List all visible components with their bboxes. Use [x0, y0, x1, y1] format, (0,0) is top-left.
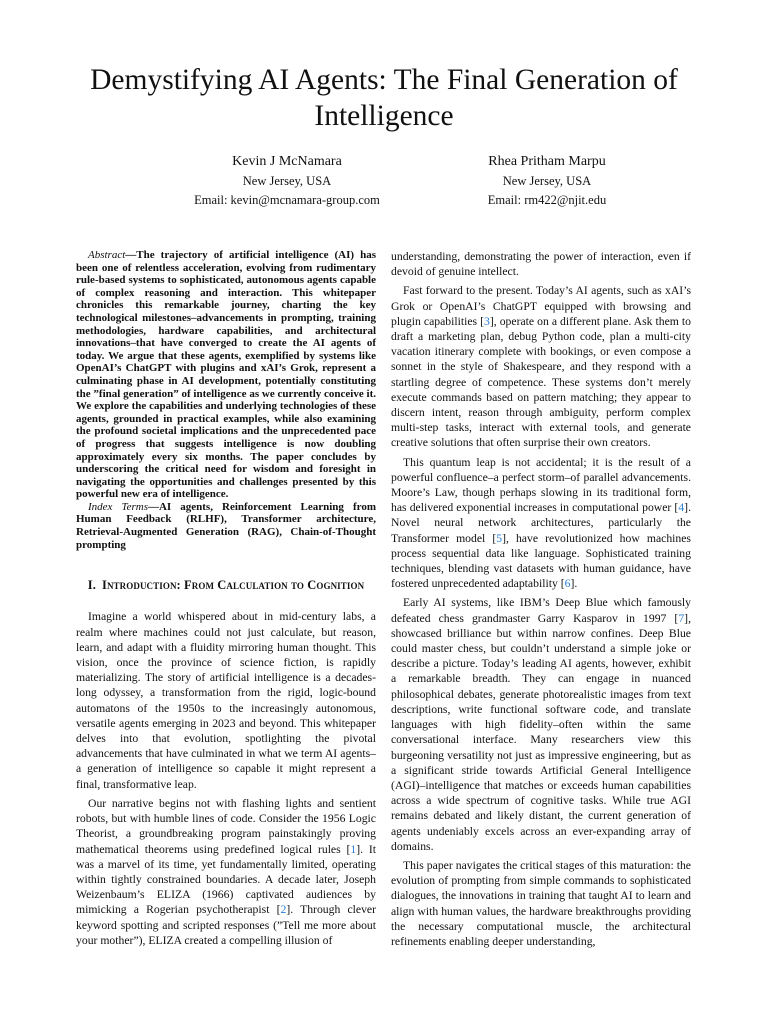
left-column [76, 249, 376, 948]
early-systems-paragraph [391, 595, 691, 853]
abstract-lead: Abstract [88, 249, 126, 261]
citation-link[interactable]: 2 [280, 903, 287, 917]
author-name: Rhea Pritham Marpu [488, 154, 606, 169]
section-heading [76, 578, 376, 593]
section-number: I. [87, 578, 96, 593]
confluence-paragraph [391, 455, 691, 592]
author-location: New Jersey, USA [242, 174, 332, 188]
citation-link[interactable]: 5 [496, 531, 503, 545]
roadmap-paragraph: This paper navigates the critical stages of this maturation: the evolution of prompting from simple commands to sophisticated dialogues, the innovations in training that taught AI to learn and align with human values, the hardware breakthroughs providing the necessary computational muscle, the architectural refinements enabling deeper understanding, [391, 858, 691, 948]
text-span: Fast forward to the present. Today’s AI agents, such as xAI’s Grok or OpenAI’s ChatGPT equipped with browsing and plugin capabilities [ [391, 284, 691, 328]
present-paragraph [391, 283, 691, 450]
text-span: ], have revolutionized how machines process sequential data like language. Sophisticated training techniques, blending vast datasets with human guidance, have fostered unprecedented adaptability [ [391, 531, 691, 591]
index-terms-lead: Index Terms [88, 500, 148, 513]
continued-paragraph: understanding, demonstrating the power of interaction, even if devoid of genuine intellect. [391, 250, 691, 279]
citation-link[interactable]: 7 [678, 611, 685, 625]
abstract [76, 249, 376, 501]
author-block-2 [407, 152, 687, 210]
title-line-1: Demystifying AI Agents: The Final Generation of [90, 64, 678, 96]
author-name: Kevin J McNamara [232, 154, 342, 169]
right-column [391, 249, 691, 949]
text-span: Early AI systems, like IBM’s Deep Blue which famously defeated chess grandmaster Garry Kasparov in 1997 [ [391, 596, 691, 625]
title-line-2: Intelligence [314, 100, 454, 132]
citation-link[interactable]: 4 [678, 501, 685, 515]
paper-title [40, 62, 728, 134]
section-title: Introduction: From Calculation to Cognition [101, 578, 365, 593]
text-span: ]. It was a marvel of its time, yet fundamentally limited, operating within tightly constrained boundaries. A decade later, Joseph Weizenbaum’s ELIZA (1966) captivated audiences by mimicking a Rogerian psychotherapist [ [76, 842, 376, 917]
abstract-text: —The trajectory of artificial intelligence (AI) has been one of relentless acceleration, evolving from rudimentary rule-based systems to sophisticated, autonomous agents capable of complex reasoning and interaction. This whitepaper chronicles this remarkable journey, charting the key technological milestones–advancements in prompting, training methodologies, hardware capabilities, and architectural innovations–that have converged to create the AI agents of today. We argue that these agents, exemplified by systems like OpenAI’s ChatGPT with plugins and xAI’s Grok, represent a culminating phase in AI development, potentially constituting the ”final generation” of intelligence as we currently conceive it. We explore the capabilities and underlying technologies of these agents, grounded in practical examples, while also examining the profound societal implications and the unprecedented pace of progress that suggests intelligence is now doubling approximately every six months. The paper concludes by underscoring the critical need for wisdom and foresight in navigating the opportunities and challenges presented by this powerful new era of intelligence. [76, 249, 376, 501]
text-span: ], showcased brilliance but within narrow confines. Deep Blue could master chess, but couldn’t understand a simple joke or describe a picture. Today’s leading AI agents, however, exhibit a remarkable breadth. They can engage in nuanced philosophical debates, generate photorealistic images from text descriptions, write functional software code, and translate languages with high fidelity–often within the same conversational interface. Many researchers view this burgeoning versatility not just as impressive engineering, but as a significant stride towards Artificial General Intelligence (AGI)–intelligence that matches or exceeds human capabilities across a wide spectrum of cognitive tasks. While true AGI remains debated and likely distant, the current generation of agents undeniably excels across an ever-expanding array of domains. [391, 611, 691, 853]
author-email: Email: rm422@njit.edu [487, 193, 607, 207]
index-terms [76, 501, 376, 551]
text-span: ]. Novel neural network architectures, particularly the Transformer model [ [391, 501, 691, 545]
author-location: New Jersey, USA [502, 174, 592, 188]
text-span: ]. Through clever keyword spotting and scripted responses (”Tell me more about your mother”), ELIZA created a compelling illusion of [76, 903, 377, 947]
text-span: ]. [570, 577, 578, 591]
text-span: This quantum leap is not accidental; it is the result of a powerful confluence–a perfect storm–of parallel advancements. Moore’s Law, though perhaps slowing in its traditional form, has delivered exponential increases in computational power [ [391, 455, 691, 515]
citation-link[interactable]: 3 [484, 314, 490, 328]
author-block-1 [147, 152, 427, 210]
citation-link[interactable]: 6 [564, 577, 571, 591]
text-span: ], operate on a different plane. Ask them to draft a marketing plan, debug Python code, plan a multi-city vacation itinerary complete with bookings, or even compose a sonnet in the style of Shakespeare, and they respond with a startling degree of competence. These systems don’t merely execute commands based on pattern matching; they appear to discern intent, reason through ambiguity, perform complex multi-step tasks, interact with external tools, and generate creative solutions that often surprise their own creators. [391, 314, 692, 450]
author-email: Email: kevin@mcnamara-group.com [194, 193, 380, 207]
text-span: Our narrative begins not with flashing lights and sentient robots, but with humble lines of code. Consider the 1956 Logic Theorist, a groundbreaking program painstakingly proving mathematical theorems using predefined logical rules [ [76, 796, 376, 856]
index-terms-text: —AI agents, Reinforcement Learning from Human Feedback (RLHF), Transformer architecture, Retrieval-Augmented Generation (RAG), Chain-of-Thought prompting [76, 500, 376, 551]
intro-paragraph-1: Imagine a world whispered about in mid-century labs, a realm where machines could not just calculate, but reason, learn, and adapt with a fluidity mirroring human thought. This vision, once the province of science fiction, is rapidly materializing. The story of artificial intelligence is a decades-long odyssey, a transformation from the rigid, logic-bound automatons of the 1950s to the increasingly autonomous, versatile agents emerging in 2023 and beyond. This whitepaper delves into that evolution, spotlighting the pivotal advancements that have culminated in what we term AI agents–a generation of intelligence so capable it might represent a final, transformative leap. [76, 610, 376, 791]
citation-link[interactable]: 1 [350, 842, 357, 856]
intro-paragraph-2 [76, 796, 376, 948]
